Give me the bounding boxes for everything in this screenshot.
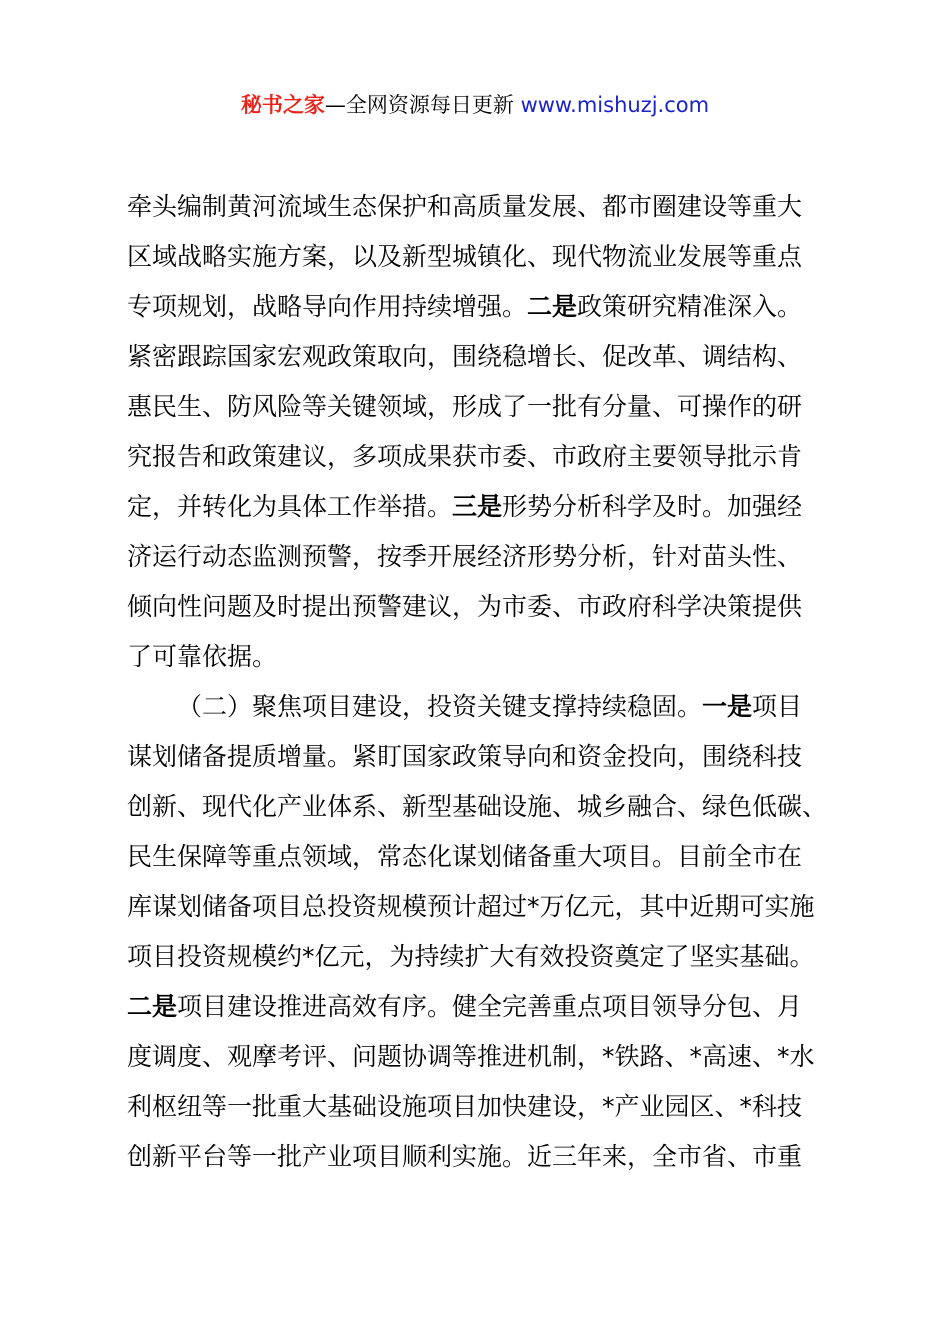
body-text-segment: 创新、现代化产业体系、新型基础设施、城乡融合、绿色低碳、 [127, 792, 828, 821]
text-line [127, 1032, 847, 1082]
text-line [127, 532, 847, 582]
header-tagline: —全网资源每日更新 [324, 93, 521, 117]
body-text-segment: 了可靠依据。 [127, 642, 278, 671]
bold-ordinal-text: 二是 [527, 292, 578, 321]
text-line [127, 282, 847, 332]
body-text-segment: 紧密跟踪国家宏观政策取向，围绕稳增长、促改革、调结构、 [127, 342, 803, 371]
body-text-segment: 政策研究精准深入。 [577, 292, 803, 321]
text-line [127, 582, 847, 632]
body-text-segment: 惠民生、防风险等关键领域，形成了一批有分量、可操作的研 [127, 392, 803, 421]
site-url-link[interactable]: www.mishuzj.com [520, 93, 710, 117]
text-line [127, 1082, 847, 1132]
body-text-segment: 谋划储备提质增量。紧盯国家政策导向和资金投向，围绕科技 [127, 742, 803, 771]
body-text-segment: 区域战略实施方案，以及新型城镇化、现代物流业发展等重点 [127, 242, 803, 271]
body-text-segment: 项目投资规模约*亿元，为持续扩大有效投资奠定了坚实基础。 [127, 942, 815, 971]
text-line [127, 732, 847, 782]
text-line [127, 832, 847, 882]
body-text-segment: 项目建设推进高效有序。健全完善重点项目领导分包、月 [177, 992, 803, 1021]
body-text-segment: 定，并转化为具体工作举措。 [127, 492, 453, 521]
body-text-segment: 利枢纽等一批重大基础设施项目加快建设，*产业园区、*科技 [127, 1092, 803, 1121]
body-text-segment: 倾向性问题及时提出预警建议，为市委、市政府科学决策提供 [127, 592, 803, 621]
text-line [127, 232, 847, 282]
text-line [127, 482, 847, 532]
body-text-segment: 民生保障等重点领域，常态化谋划储备重大项目。目前全市在 [127, 842, 803, 871]
text-line [127, 1132, 847, 1182]
body-text-segment: 究报告和政策建议，多项成果获市委、市政府主要领导批示肯 [127, 442, 803, 471]
body-text-segment: 创新平台等一批产业项目顺利实施。近三年来，全市省、市重 [127, 1142, 803, 1171]
text-line [127, 182, 847, 232]
text-line [127, 682, 847, 732]
body-text-segment: （二）聚焦项目建设，投资关键支撑持续稳固。 [177, 692, 703, 721]
brand-name: 秘书之家 [240, 93, 325, 117]
body-text-segment: 度调度、观摩考评、问题协调等推进机制，*铁路、*高速、*水 [127, 1042, 815, 1071]
body-text-segment: 牵头编制黄河流域生态保护和高质量发展、都市圈建设等重大 [127, 192, 803, 221]
body-text-segment: 专项规划，战略导向作用持续增强。 [127, 292, 528, 321]
text-line [127, 632, 847, 682]
body-text-segment: 形势分析科学及时。加强经 [502, 492, 803, 521]
site-header [0, 88, 950, 122]
body-text-segment: 库谋划储备项目总投资规模预计超过*万亿元，其中近期可实施 [127, 892, 815, 921]
text-line [127, 382, 847, 432]
bold-ordinal-text: 二是 [127, 992, 178, 1021]
text-line [127, 432, 847, 482]
text-line [127, 782, 847, 832]
bold-ordinal-text: 一是 [702, 692, 753, 721]
bold-ordinal-text: 三是 [452, 492, 503, 521]
text-line [127, 982, 847, 1032]
text-line [127, 332, 847, 382]
body-text-segment: 济运行动态监测预警，按季开展经济形势分析，针对苗头性、 [127, 542, 803, 571]
body-text-segment: 项目 [752, 692, 803, 721]
document-body [127, 182, 847, 1182]
text-line [127, 882, 847, 932]
text-line [127, 932, 847, 982]
